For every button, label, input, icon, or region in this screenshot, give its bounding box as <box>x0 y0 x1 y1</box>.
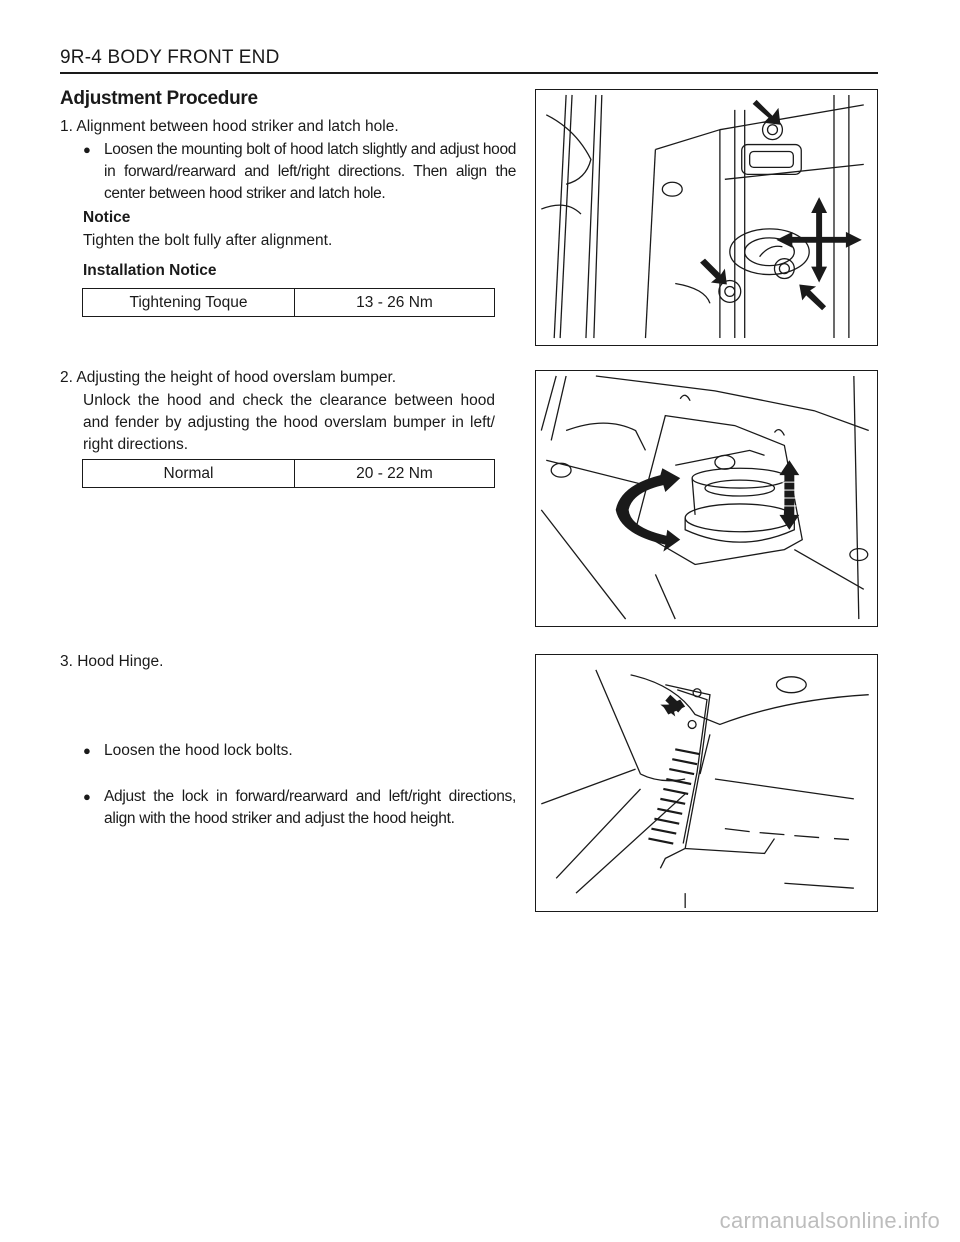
step3-bullet1-text: Loosen the hood lock bolts. <box>104 742 293 759</box>
step2-heading: 2. Adjusting the height of hood overslam bumper. <box>60 369 397 386</box>
step3-bullet1 <box>83 740 516 762</box>
figure-hood-hinge <box>535 654 878 912</box>
overslam-bumper-illustration <box>536 371 877 626</box>
step1-notice-text: Tighten the bolt fully after alignment. <box>83 232 333 249</box>
step1-install-label: Installation Notice <box>83 262 217 279</box>
hood-hinge-illustration <box>536 655 877 911</box>
step1-spec-table <box>82 288 495 317</box>
section-title: Adjustment Procedure <box>60 88 258 109</box>
step3-bullet2 <box>83 786 516 830</box>
step3-bullet2-text: Adjust the lock in forward/rearward and left/right directions, align with the hood striker and adjust the hood height. <box>104 788 516 827</box>
hood-latch-illustration <box>536 90 877 345</box>
header-divider <box>60 72 878 74</box>
table-row <box>83 289 495 317</box>
page-header-title: 9R-4 BODY FRONT END <box>60 47 280 68</box>
figure-overslam-bumper <box>535 370 878 627</box>
step2-text: Unlock the hood and check the clearance between hood and fender by adjusting the hood overslam bumper in left/ right directions. <box>83 392 495 453</box>
step3-heading: 3. Hood Hinge. <box>60 653 164 670</box>
step1-notice-label: Notice <box>83 209 131 226</box>
step1-heading: 1. Alignment between hood striker and latch hole. <box>60 118 399 135</box>
step2-spec-table <box>82 459 495 488</box>
step1-bullet <box>83 139 516 205</box>
spec-value-cell: 13 - 26 Nm <box>295 289 495 317</box>
table-row <box>83 460 495 488</box>
spec-label-cell: Normal <box>83 460 295 488</box>
figure-hood-latch <box>535 89 878 346</box>
step1-bullet-text: Loosen the mounting bolt of hood latch slightly and adjust hood in forward/rearward and left/right directions. Then align the center between hood striker and latch hole. <box>104 141 516 202</box>
spec-label-cell: Tightening Toque <box>83 289 295 317</box>
spec-value-cell: 20 - 22 Nm <box>295 460 495 488</box>
watermark-text: carmanualsonline.info <box>719 1208 940 1233</box>
